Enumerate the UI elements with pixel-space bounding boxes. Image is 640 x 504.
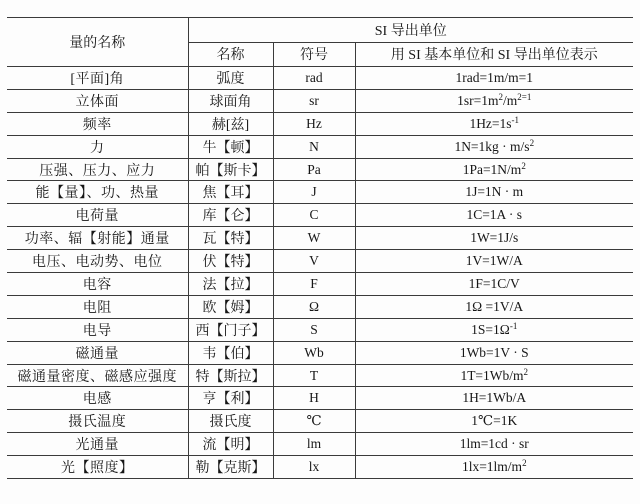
- quantity-name-cell: 能【量】、功、热量: [7, 181, 188, 204]
- table-row: [7, 112, 633, 135]
- table-row: [7, 67, 633, 90]
- unit-expression-cell: $1T=1Wb/m^2$: [355, 364, 633, 387]
- unit-expression-cell: $1sr=1m^2/m^{2=1}$: [355, 89, 633, 112]
- unit-expression-cell: $1Pa=1N/m^2$: [355, 158, 633, 181]
- unit-name-cell: 韦【伯】: [188, 341, 273, 364]
- quantity-name-cell: 电导: [7, 318, 188, 341]
- table-header: [7, 18, 633, 67]
- unit-expression-cell: 1Wb=1V · S: [355, 341, 633, 364]
- unit-name-cell: 帕【斯卡】: [188, 158, 273, 181]
- unit-symbol-cell: C: [273, 204, 355, 227]
- unit-symbol-cell: N: [273, 135, 355, 158]
- unit-symbol-cell: Pa: [273, 158, 355, 181]
- table-body: [7, 67, 633, 479]
- quantity-name-cell: 频率: [7, 112, 188, 135]
- quantity-name-cell: 摄氏温度: [7, 410, 188, 433]
- unit-expression-cell: $1N=1kg \cdot m/s^2$: [355, 135, 633, 158]
- table-row: [7, 158, 633, 181]
- unit-expression-cell: $1Hz=1s^{-1}$: [355, 112, 633, 135]
- unit-expression-cell: $1lx=1lm/m^2$: [355, 456, 633, 479]
- unit-expression-cell: $1S=1\Omega^{-1}$: [355, 318, 633, 341]
- unit-symbol-cell: Wb: [273, 341, 355, 364]
- quantity-name-cell: 光【照度】: [7, 456, 188, 479]
- unit-symbol-cell: rad: [273, 67, 355, 90]
- quantity-name-cell: 功率、辐【射能】通量: [7, 227, 188, 250]
- unit-symbol-cell: ℃: [273, 410, 355, 433]
- unit-symbol-cell: Hz: [273, 112, 355, 135]
- unit-name-cell: 流【明】: [188, 433, 273, 456]
- unit-symbol-cell: J: [273, 181, 355, 204]
- column-header-unit-symbol: 符号: [273, 42, 355, 67]
- unit-expression-cell: 1Ω =1V/A: [355, 295, 633, 318]
- unit-name-cell: 法【拉】: [188, 273, 273, 296]
- unit-name-cell: 球面角: [188, 89, 273, 112]
- table-row: [7, 410, 633, 433]
- unit-expression-cell: 1lm=1cd · sr: [355, 433, 633, 456]
- unit-expression-cell: 1J=1N · m: [355, 181, 633, 204]
- table-row: [7, 456, 633, 479]
- quantity-name-cell: 光通量: [7, 433, 188, 456]
- quantity-name-cell: 磁通量: [7, 341, 188, 364]
- unit-name-cell: 弧度: [188, 67, 273, 90]
- table-row: [7, 227, 633, 250]
- quantity-name-cell: 立体面: [7, 89, 188, 112]
- unit-name-cell: 伏【特】: [188, 250, 273, 273]
- unit-name-cell: 特【斯拉】: [188, 364, 273, 387]
- unit-expression-cell: 1C=1A · s: [355, 204, 633, 227]
- unit-name-cell: 焦【耳】: [188, 181, 273, 204]
- table-row: [7, 295, 633, 318]
- table-row: [7, 318, 633, 341]
- unit-name-cell: 瓦【特】: [188, 227, 273, 250]
- unit-symbol-cell: F: [273, 273, 355, 296]
- unit-name-cell: 欧【姆】: [188, 295, 273, 318]
- table-row: [7, 181, 633, 204]
- quantity-name-cell: 磁通量密度、磁感应强度: [7, 364, 188, 387]
- quantity-name-cell: 压强、压力、应力: [7, 158, 188, 181]
- table-row: [7, 364, 633, 387]
- unit-expression-cell: 1rad=1m/m=1: [355, 67, 633, 90]
- unit-symbol-cell: sr: [273, 89, 355, 112]
- unit-symbol-cell: lm: [273, 433, 355, 456]
- quantity-name-cell: [平面]角: [7, 67, 188, 90]
- column-group-header-si-derived-units: SI 导出单位: [188, 18, 633, 43]
- unit-expression-cell: 1H=1Wb/A: [355, 387, 633, 410]
- unit-symbol-cell: S: [273, 318, 355, 341]
- unit-name-cell: 亨【利】: [188, 387, 273, 410]
- header-row-group: [7, 18, 633, 43]
- unit-symbol-cell: T: [273, 364, 355, 387]
- table-row: [7, 204, 633, 227]
- unit-symbol-cell: W: [273, 227, 355, 250]
- unit-name-cell: 库【仑】: [188, 204, 273, 227]
- unit-expression-cell: 1℃=1K: [355, 410, 633, 433]
- column-header-unit-name: 名称: [188, 42, 273, 67]
- quantity-name-cell: 电压、电动势、电位: [7, 250, 188, 273]
- table-row: [7, 433, 633, 456]
- table-row: [7, 387, 633, 410]
- unit-symbol-cell: Ω: [273, 295, 355, 318]
- quantity-name-cell: 电阻: [7, 295, 188, 318]
- quantity-name-cell: 电感: [7, 387, 188, 410]
- quantity-name-cell: 力: [7, 135, 188, 158]
- unit-name-cell: 牛【顿】: [188, 135, 273, 158]
- table-row: [7, 273, 633, 296]
- table-row: [7, 135, 633, 158]
- table-row: [7, 341, 633, 364]
- quantity-name-cell: 电荷量: [7, 204, 188, 227]
- unit-name-cell: 赫[兹]: [188, 112, 273, 135]
- unit-symbol-cell: V: [273, 250, 355, 273]
- unit-expression-cell: 1V=1W/A: [355, 250, 633, 273]
- si-derived-units-table: [7, 17, 633, 479]
- unit-expression-cell: 1W=1J/s: [355, 227, 633, 250]
- unit-symbol-cell: lx: [273, 456, 355, 479]
- unit-name-cell: 摄氏度: [188, 410, 273, 433]
- unit-expression-cell: 1F=1C/V: [355, 273, 633, 296]
- unit-symbol-cell: H: [273, 387, 355, 410]
- column-header-quantity: 量的名称: [7, 18, 188, 67]
- unit-name-cell: 西【门子】: [188, 318, 273, 341]
- table-row: [7, 89, 633, 112]
- column-header-unit-expression: 用 SI 基本单位和 SI 导出单位表示: [355, 42, 633, 67]
- table-row: [7, 250, 633, 273]
- quantity-name-cell: 电容: [7, 273, 188, 296]
- unit-name-cell: 勒【克斯】: [188, 456, 273, 479]
